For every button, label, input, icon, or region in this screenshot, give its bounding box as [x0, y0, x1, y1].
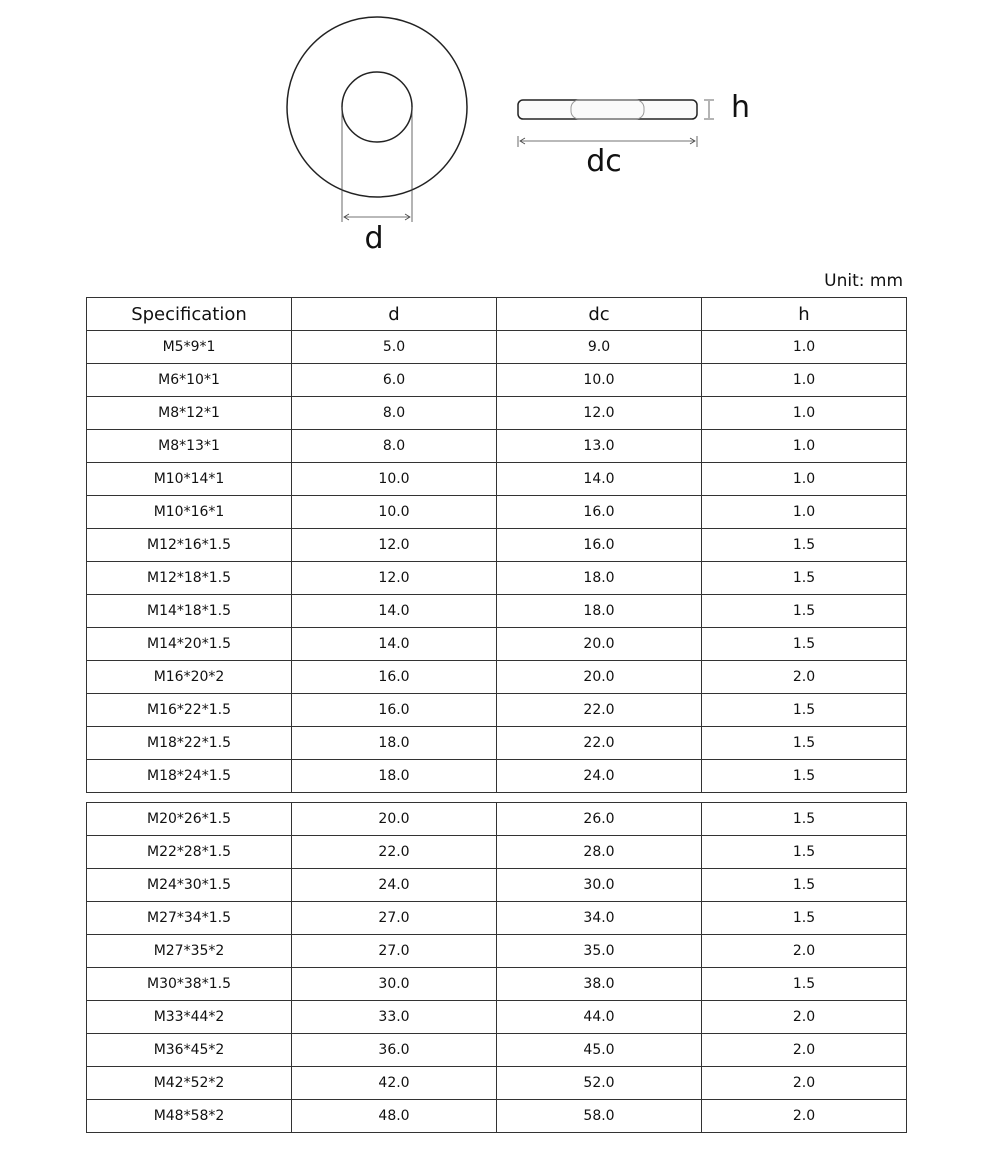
cell-h: 1.5 — [702, 902, 907, 935]
cell-dc: 20.0 — [497, 661, 702, 694]
cell-specification: M16*20*2 — [87, 661, 292, 694]
cell-h: 1.0 — [702, 364, 907, 397]
cell-d: 30.0 — [292, 968, 497, 1001]
cell-specification: M14*18*1.5 — [87, 595, 292, 628]
cell-h: 2.0 — [702, 1067, 907, 1100]
cell-d: 8.0 — [292, 430, 497, 463]
cell-specification: M8*12*1 — [87, 397, 292, 430]
cell-h: 1.0 — [702, 430, 907, 463]
cell-specification: M27*35*2 — [87, 935, 292, 968]
cell-dc: 13.0 — [497, 430, 702, 463]
cell-h: 1.5 — [702, 529, 907, 562]
cell-specification: M14*20*1.5 — [87, 628, 292, 661]
table-row — [87, 968, 907, 1001]
cell-dc: 16.0 — [497, 529, 702, 562]
cell-dc: 58.0 — [497, 1100, 702, 1133]
cell-d: 14.0 — [292, 595, 497, 628]
cell-specification: M20*26*1.5 — [87, 803, 292, 836]
washer-front-view — [287, 17, 467, 256]
cell-d: 24.0 — [292, 869, 497, 902]
cell-specification: M6*10*1 — [87, 364, 292, 397]
cell-specification: M12*16*1.5 — [87, 529, 292, 562]
cell-dc: 22.0 — [497, 727, 702, 760]
cell-dc: 24.0 — [497, 760, 702, 793]
table-row — [87, 869, 907, 902]
d-label: d — [364, 221, 384, 256]
header-d: d — [292, 298, 497, 331]
cell-dc: 34.0 — [497, 902, 702, 935]
cell-d: 12.0 — [292, 562, 497, 595]
unit-label: Unit: mm — [824, 271, 903, 291]
table-row — [87, 1100, 907, 1133]
cell-h: 2.0 — [702, 935, 907, 968]
cell-dc: 10.0 — [497, 364, 702, 397]
cell-h: 2.0 — [702, 1034, 907, 1067]
table-row — [87, 1001, 907, 1034]
cell-specification: M33*44*2 — [87, 1001, 292, 1034]
cell-specification: M12*18*1.5 — [87, 562, 292, 595]
cell-h: 1.0 — [702, 496, 907, 529]
table-row — [87, 529, 907, 562]
table-row — [87, 1067, 907, 1100]
washer-side-profile — [518, 100, 697, 119]
cell-h: 1.5 — [702, 869, 907, 902]
cell-dc: 52.0 — [497, 1067, 702, 1100]
cell-specification: M36*45*2 — [87, 1034, 292, 1067]
cell-d: 27.0 — [292, 935, 497, 968]
cell-specification: M5*9*1 — [87, 331, 292, 364]
table-row — [87, 397, 907, 430]
cell-specification: M16*22*1.5 — [87, 694, 292, 727]
cell-h: 1.5 — [702, 562, 907, 595]
table-row — [87, 628, 907, 661]
cell-h: 1.0 — [702, 331, 907, 364]
table-row — [87, 902, 907, 935]
washer-diagram — [0, 0, 1000, 270]
cell-h: 1.5 — [702, 727, 907, 760]
spec-table-bottom — [86, 802, 907, 1133]
table-row — [87, 836, 907, 869]
table-row — [87, 694, 907, 727]
cell-dc: 28.0 — [497, 836, 702, 869]
table-row — [87, 935, 907, 968]
cell-dc: 16.0 — [497, 496, 702, 529]
cell-d: 22.0 — [292, 836, 497, 869]
cell-h: 1.5 — [702, 836, 907, 869]
cell-d: 8.0 — [292, 397, 497, 430]
header-dc: dc — [497, 298, 702, 331]
cell-dc: 26.0 — [497, 803, 702, 836]
cell-d: 42.0 — [292, 1067, 497, 1100]
cell-d: 5.0 — [292, 331, 497, 364]
cell-dc: 35.0 — [497, 935, 702, 968]
cell-dc: 14.0 — [497, 463, 702, 496]
cell-specification: M18*24*1.5 — [87, 760, 292, 793]
table-row — [87, 595, 907, 628]
cell-dc: 18.0 — [497, 562, 702, 595]
cell-h: 2.0 — [702, 1001, 907, 1034]
cell-specification: M10*14*1 — [87, 463, 292, 496]
cell-h: 1.5 — [702, 968, 907, 1001]
cell-d: 10.0 — [292, 496, 497, 529]
cell-d: 16.0 — [292, 661, 497, 694]
cell-specification: M8*13*1 — [87, 430, 292, 463]
cell-d: 48.0 — [292, 1100, 497, 1133]
cell-d: 12.0 — [292, 529, 497, 562]
cell-d: 10.0 — [292, 463, 497, 496]
cell-specification: M42*52*2 — [87, 1067, 292, 1100]
cell-specification: M24*30*1.5 — [87, 869, 292, 902]
table-row — [87, 727, 907, 760]
cell-h: 1.5 — [702, 760, 907, 793]
cell-specification: M27*34*1.5 — [87, 902, 292, 935]
cell-h: 1.0 — [702, 463, 907, 496]
table-row — [87, 331, 907, 364]
cell-h: 1.5 — [702, 595, 907, 628]
cell-specification: M10*16*1 — [87, 496, 292, 529]
cell-dc: 12.0 — [497, 397, 702, 430]
cell-dc: 22.0 — [497, 694, 702, 727]
cell-d: 6.0 — [292, 364, 497, 397]
cell-h: 1.0 — [702, 397, 907, 430]
cell-specification: M18*22*1.5 — [87, 727, 292, 760]
table-body-bottom — [87, 803, 907, 1133]
cell-dc: 45.0 — [497, 1034, 702, 1067]
cell-specification: M22*28*1.5 — [87, 836, 292, 869]
cell-d: 20.0 — [292, 803, 497, 836]
cell-dc: 20.0 — [497, 628, 702, 661]
cell-h: 1.5 — [702, 694, 907, 727]
washer-outer-circle — [287, 17, 467, 197]
cell-h: 2.0 — [702, 661, 907, 694]
cell-h: 1.5 — [702, 628, 907, 661]
table-row — [87, 1034, 907, 1067]
table-row — [87, 661, 907, 694]
cell-specification: M48*58*2 — [87, 1100, 292, 1133]
header-h: h — [702, 298, 907, 331]
table-row — [87, 760, 907, 793]
table-body-top — [87, 331, 907, 793]
h-label: h — [731, 90, 751, 125]
table-row — [87, 496, 907, 529]
cell-dc: 18.0 — [497, 595, 702, 628]
cell-d: 18.0 — [292, 760, 497, 793]
header-specification: Specification — [87, 298, 292, 331]
cell-dc: 30.0 — [497, 869, 702, 902]
cell-h: 1.5 — [702, 803, 907, 836]
dc-label: dc — [586, 144, 622, 179]
cell-d: 16.0 — [292, 694, 497, 727]
table-header-row — [87, 298, 907, 331]
cell-specification: M30*38*1.5 — [87, 968, 292, 1001]
cell-dc: 44.0 — [497, 1001, 702, 1034]
cell-dc: 38.0 — [497, 968, 702, 1001]
table-row — [87, 562, 907, 595]
washer-inner-hole — [342, 72, 412, 142]
table-row — [87, 364, 907, 397]
cell-d: 27.0 — [292, 902, 497, 935]
table-row — [87, 463, 907, 496]
spec-table-top — [86, 297, 907, 793]
table-row — [87, 430, 907, 463]
cell-dc: 9.0 — [497, 331, 702, 364]
cell-d: 33.0 — [292, 1001, 497, 1034]
table-row — [87, 803, 907, 836]
cell-d: 36.0 — [292, 1034, 497, 1067]
cell-d: 14.0 — [292, 628, 497, 661]
cell-d: 18.0 — [292, 727, 497, 760]
cell-h: 2.0 — [702, 1100, 907, 1133]
washer-side-view — [518, 90, 750, 179]
